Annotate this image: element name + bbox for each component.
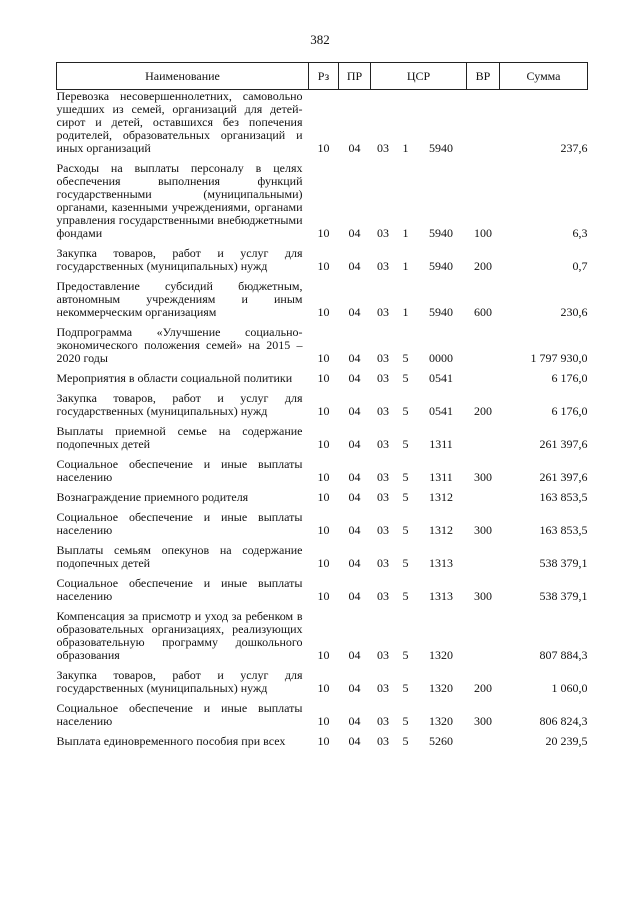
- row-csr-part3: 5260: [429, 734, 453, 748]
- row-sum: 237,6: [560, 141, 588, 155]
- row-csr-part3: 5940: [429, 305, 453, 319]
- row-rz: 10: [317, 351, 330, 365]
- table-row: [57, 392, 588, 425]
- row-pr: 04: [348, 556, 361, 570]
- row-sum: 6,3: [572, 226, 588, 240]
- row-rz: 10: [317, 305, 330, 319]
- row-csr-part2: 5: [402, 589, 409, 603]
- row-rz: 10: [317, 141, 330, 155]
- row-name: Закупка товаров, работ и услуг для государственных (муниципальных) нужд: [56, 668, 303, 695]
- row-name: Перевозка несовершеннолетних, самовольно ушедших из семей, организаций для детей-сирот и детей, оставшихся без попечения родителей, образовательных организаций и иных организаций: [56, 89, 303, 155]
- row-csr-part2: 1: [402, 141, 409, 155]
- row-pr: 04: [348, 470, 361, 484]
- row-pr: 04: [348, 734, 361, 748]
- row-rz: 10: [317, 437, 330, 451]
- row-sum: 230,6: [560, 305, 588, 319]
- row-sum: 261 397,6: [539, 437, 588, 451]
- row-csr-part3: 5940: [429, 141, 453, 155]
- row-name: Закупка товаров, работ и услуг для государственных (муниципальных) нужд: [56, 246, 303, 273]
- row-sum: 807 884,3: [539, 648, 588, 662]
- row-csr-part1: 03: [377, 305, 389, 319]
- row-name: Социальное обеспечение и иные выплаты населению: [56, 457, 303, 484]
- row-pr: 04: [348, 681, 361, 695]
- row-csr-part1: 03: [377, 371, 389, 385]
- header-sum: Сумма: [500, 63, 588, 90]
- row-rz: 10: [317, 470, 330, 484]
- row-csr-part2: 5: [402, 437, 409, 451]
- row-csr-part2: 5: [402, 556, 409, 570]
- header-pr: ПР: [339, 63, 371, 90]
- row-sum: 163 853,5: [539, 490, 588, 504]
- table-row: [57, 247, 588, 280]
- table-row: [57, 458, 588, 491]
- row-csr-part2: 1: [402, 305, 409, 319]
- table-row: [57, 491, 588, 511]
- row-csr-part3: 1311: [429, 437, 453, 451]
- row-csr-part3: 5940: [429, 226, 453, 240]
- row-csr-part1: 03: [377, 648, 389, 662]
- row-csr-part2: 5: [402, 714, 409, 728]
- row-sum: 1 060,0: [551, 681, 588, 695]
- row-csr-part3: 1320: [429, 648, 453, 662]
- row-pr: 04: [348, 226, 361, 240]
- row-vr: [467, 425, 500, 458]
- row-vr: [467, 491, 500, 511]
- page-number: 382: [310, 32, 330, 47]
- row-csr-part1: 03: [377, 226, 389, 240]
- table-row: [57, 326, 588, 372]
- row-csr-part2: 5: [402, 404, 409, 418]
- table-row: [57, 544, 588, 577]
- row-name: Выплаты приемной семье на содержание подопечных детей: [56, 424, 303, 451]
- row-pr: 04: [348, 351, 361, 365]
- row-csr-part2: 5: [402, 470, 409, 484]
- row-name: Вознаграждение приемного родителя: [56, 490, 249, 504]
- row-name: Предоставление субсидий бюджетным, автономным учреждениям и иным некоммерческим организациям: [56, 279, 303, 319]
- row-pr: 04: [348, 305, 361, 319]
- row-csr-part3: 1320: [429, 681, 453, 695]
- row-pr: 04: [348, 371, 361, 385]
- row-csr-part2: 5: [402, 648, 409, 662]
- row-vr: [467, 735, 500, 755]
- row-csr-part3: 0541: [429, 404, 453, 418]
- row-csr-part2: 5: [402, 490, 409, 504]
- row-rz: 10: [317, 681, 330, 695]
- row-rz: 10: [317, 556, 330, 570]
- row-sum: 261 397,6: [539, 470, 588, 484]
- row-name: Социальное обеспечение и иные выплаты населению: [56, 510, 303, 537]
- header-csr: ЦСР: [371, 63, 467, 90]
- row-sum: 6 176,0: [551, 404, 588, 418]
- table-row: [57, 669, 588, 702]
- table-row: [57, 90, 588, 163]
- row-vr: 300: [474, 589, 493, 603]
- row-rz: 10: [317, 523, 330, 537]
- row-csr-part1: 03: [377, 490, 389, 504]
- row-rz: 10: [317, 648, 330, 662]
- row-rz: 10: [317, 714, 330, 728]
- table-row: [57, 577, 588, 610]
- row-csr-part3: 5940: [429, 259, 453, 273]
- row-vr: [467, 544, 500, 577]
- row-csr-part3: 1311: [429, 470, 453, 484]
- row-name: Расходы на выплаты персоналу в целях обеспечения выполнения функций государственными (муниципальными) органами, казенными учреждениями, органами управления государственными внебюджетными фондами: [56, 161, 303, 240]
- table-row: [57, 280, 588, 326]
- table-header-row: [57, 63, 588, 90]
- row-pr: 04: [348, 714, 361, 728]
- row-vr: 300: [474, 470, 493, 484]
- row-csr-part2: 5: [402, 351, 409, 365]
- row-pr: 04: [348, 437, 361, 451]
- row-csr-part1: 03: [377, 351, 389, 365]
- row-sum: 163 853,5: [539, 523, 588, 537]
- table-row: [57, 162, 588, 247]
- row-csr-part1: 03: [377, 589, 389, 603]
- row-vr: 200: [474, 681, 493, 695]
- row-name: Выплата единовременного пособия при всех: [56, 734, 286, 748]
- row-pr: 04: [348, 141, 361, 155]
- row-vr: 200: [474, 259, 493, 273]
- row-sum: 1 797 930,0: [530, 351, 588, 365]
- row-csr-part3: 1312: [429, 523, 453, 537]
- row-vr: [467, 610, 500, 669]
- row-vr: [467, 326, 500, 372]
- row-rz: 10: [317, 404, 330, 418]
- row-csr-part3: 1313: [429, 589, 453, 603]
- row-csr-part3: 1320: [429, 714, 453, 728]
- row-csr-part1: 03: [377, 556, 389, 570]
- row-sum: 538 379,1: [539, 589, 588, 603]
- row-pr: 04: [348, 490, 361, 504]
- row-csr-part1: 03: [377, 714, 389, 728]
- row-csr-part2: 5: [402, 734, 409, 748]
- row-csr-part1: 03: [377, 523, 389, 537]
- row-name: Подпрограмма «Улучшение социально-экономического положения семей» на 2015 – 2020 годы: [56, 325, 303, 365]
- row-vr: 600: [474, 305, 493, 319]
- header-rz: Рз: [309, 63, 339, 90]
- row-sum: 0,7: [572, 259, 588, 273]
- row-rz: 10: [317, 226, 330, 240]
- row-pr: 04: [348, 259, 361, 273]
- table-row: [57, 372, 588, 392]
- row-pr: 04: [348, 648, 361, 662]
- row-name: Закупка товаров, работ и услуг для государственных (муниципальных) нужд: [56, 391, 303, 418]
- row-csr-part1: 03: [377, 141, 389, 155]
- row-name: Компенсация за присмотр и уход за ребенком в образовательных организациях, реализующих образовательную программу дошкольного образования: [56, 609, 303, 662]
- row-rz: 10: [317, 371, 330, 385]
- table-body: [57, 90, 588, 756]
- row-csr-part2: 1: [402, 226, 409, 240]
- row-vr: 100: [474, 226, 493, 240]
- table-row: [57, 511, 588, 544]
- row-csr-part2: 5: [402, 681, 409, 695]
- table-row: [57, 610, 588, 669]
- row-csr-part3: 0000: [429, 351, 453, 365]
- row-rz: 10: [317, 259, 330, 273]
- row-sum: 806 824,3: [539, 714, 588, 728]
- row-csr-part3: 0541: [429, 371, 453, 385]
- row-csr-part1: 03: [377, 681, 389, 695]
- row-sum: 538 379,1: [539, 556, 588, 570]
- row-csr-part3: 1312: [429, 490, 453, 504]
- row-name: Мероприятия в области социальной политики: [56, 371, 293, 385]
- table-row: [57, 735, 588, 755]
- row-csr-part1: 03: [377, 259, 389, 273]
- row-vr: [467, 372, 500, 392]
- row-vr: [467, 90, 500, 163]
- row-csr-part1: 03: [377, 470, 389, 484]
- row-vr: 300: [474, 523, 493, 537]
- row-csr-part1: 03: [377, 437, 389, 451]
- header-vr: ВР: [467, 63, 500, 90]
- row-vr: 200: [474, 404, 493, 418]
- table-row: [57, 425, 588, 458]
- row-name: Социальное обеспечение и иные выплаты населению: [56, 576, 303, 603]
- row-csr-part2: 1: [402, 259, 409, 273]
- row-sum: 20 239,5: [545, 734, 588, 748]
- row-vr: 300: [474, 714, 493, 728]
- row-pr: 04: [348, 589, 361, 603]
- row-name: Выплаты семьям опекунов на содержание подопечных детей: [56, 543, 303, 570]
- row-csr-part3: 1313: [429, 556, 453, 570]
- table-row: [57, 702, 588, 735]
- row-csr-part2: 5: [402, 371, 409, 385]
- row-csr-part1: 03: [377, 404, 389, 418]
- row-csr-part2: 5: [402, 523, 409, 537]
- row-csr-part1: 03: [377, 734, 389, 748]
- row-pr: 04: [348, 523, 361, 537]
- row-name: Социальное обеспечение и иные выплаты населению: [56, 701, 303, 728]
- header-name: Наименование: [57, 63, 309, 90]
- row-rz: 10: [317, 589, 330, 603]
- row-rz: 10: [317, 490, 330, 504]
- row-rz: 10: [317, 734, 330, 748]
- row-pr: 04: [348, 404, 361, 418]
- row-sum: 6 176,0: [551, 371, 588, 385]
- budget-table: [56, 62, 588, 755]
